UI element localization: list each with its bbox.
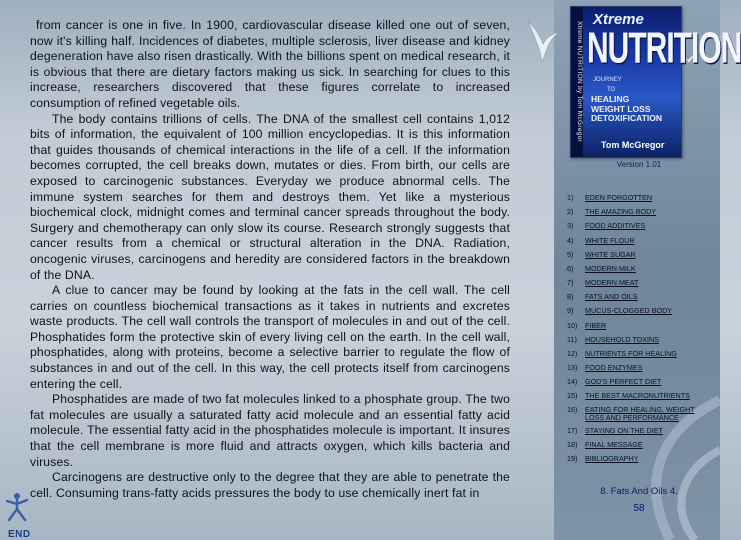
toc-number: 9) [567,306,574,315]
cover-to: TO [607,87,616,93]
toc-item[interactable] [567,440,643,449]
toc-number: 2) [567,207,574,216]
toc-number: 8) [567,292,574,301]
toc-link[interactable]: HOUSEHOLD TOXINS [585,335,660,344]
paragraph: Carcinogens are destructive only to the degree that they are able to penetrate the cell. Consuming trans-fatty acids pressures the body to use chemically inert fat in [30,470,510,500]
toc-number: 19) [567,454,578,463]
toc-item[interactable] [567,236,635,245]
book-cover [570,6,741,158]
toc-link[interactable]: FINAL MESSAGE [585,440,643,449]
toc-link-continued[interactable]: LOSS AND PERFORMANCE [585,413,679,422]
cover-subtitles [591,95,662,124]
toc-item[interactable] [567,292,638,301]
paragraph: The body contains trillions of cells. The DNA of the smallest cell contains 1,012 bits of information, the equivalent of 100 million encyclopedias. It is this information that guides thousands of chemical interactions in the life of a cell. If the information becomes corrupted, the cell breaks down, mutates or dies. From birth, our cells are exposed to carcinogenic substances. Everyday we produce abnormal cells. The immune system searches for them and destroys them. Yet like a mysterious biochemical clock, midnight comes and terminal cancer spreads throughout the body. Surgery and chemotherapy can only slow its course. Research strongly suggests that cancer results from a chemical or structural alteration in the DNA. Radiation, oncogenic viruses, carcinogens and heredity are considered factors in the breakdown of the DNA. [30,111,510,282]
toc-link[interactable]: THE BEST MACRONUTRIENTS [585,391,690,400]
toc-link[interactable]: MODERN MEAT [585,278,639,287]
toc-number: 4) [567,236,574,245]
toc-number: 6) [567,264,574,273]
toc-link[interactable]: FIBER [585,321,607,330]
paragraph: A clue to cancer may be found by looking at the fats in the cell wall. The cell carries on countless biochemical transactions as it takes in nutrients and excretes waste products. The cell wall controls the transport of molecules in and out of the cell. Phosphatides form the protective skin of every living cell on the earth. In the cell wall, phosphatides, along with proteins, become a selective barrier to regulate the flow of substances in and out of the cell. In this way, the cell protects itself from carcinogens entering the cell. [30,283,510,391]
toc-link[interactable]: FOOD ADDITIVES [585,221,646,230]
paragraph: from cancer is one in five. In 1900, cardiovascular disease killed one out of seven, now it's killing half. Incidences of diabetes, multiple sclerosis, liver disease and kidney degeneration have also risen drastically. With the billions spent on medical research, it is obvious that there are dietary factors making us sick. In searching for clues to this increase, researchers discovered that these figures correlate to increased consumption of refined vegetable oils. [30,18,510,110]
toc-item[interactable] [567,193,652,202]
toc-item[interactable] [567,221,645,230]
toc-number: 17) [567,426,578,435]
toc-link[interactable]: STAYING ON THE DIET [585,426,663,435]
version-label: Version 1.01 [616,160,662,169]
toc-item[interactable] [567,454,639,463]
toc-link[interactable]: EATING FOR HEALING, WEIGHT [585,405,695,414]
toc-item[interactable] [567,321,606,330]
toc-number: 1) [567,193,574,202]
toc-number: 15) [567,391,578,400]
cover-sub-healing: HEALING [591,94,630,104]
toc-item[interactable] [567,391,690,400]
toc-number: 14) [567,377,578,386]
cover-sub-detox: DETOXIFICATION [591,113,662,123]
toc-item[interactable] [567,363,643,372]
toc-number: 11) [567,335,577,344]
seagull-icon [526,18,560,64]
toc-number: 13) [567,363,578,372]
section-title: 8. Fats And Oils 4. [600,486,678,497]
toc-link[interactable]: THE AMAZING BODY [585,207,657,216]
toc-number: 12) [567,349,578,358]
toc-link[interactable]: NUTRIENTS FOR HEALING [585,349,677,358]
toc-number: 18) [567,440,578,449]
cover-journey: JOURNEY [593,77,622,83]
toc-link[interactable]: WHITE SUGAR [585,250,636,259]
cover-sub-weight-loss: WEIGHT LOSS [591,103,651,114]
cover-spine-text: Xtreme NUTRITION by Tom McGregor [571,7,583,157]
toc-number: 10) [567,321,578,330]
toc-item[interactable] [567,306,672,315]
toc-item[interactable] [567,426,663,435]
chapter-text [30,18,510,530]
toc-link[interactable]: FATS AND OILS [585,292,638,301]
cover-nutrition: NUTRITION [587,25,741,73]
paragraph: Phosphatides are made of two fat molecules linked to a phosphate group. The two fat molecules are usually a saturated fatty acid molecule and an essential fatty acid molecule. The essential fatty acid in the phosphatides molecule is important. It insures that the cell membrane is more fluid and attracts oxygen, which kills bacteria and viruses. [30,392,510,469]
toc-item[interactable] [567,349,677,358]
toc-link[interactable]: MUCUS-CLOGGED BODY [585,306,673,315]
toc-number: 7) [567,278,574,287]
running-figure-icon[interactable] [4,492,30,522]
toc-link[interactable]: FOOD ENZYMES [585,363,643,372]
toc-item[interactable] [567,250,636,259]
toc-number: 16) [567,405,578,414]
cover-xtreme: Xtreme [593,11,644,28]
toc-item[interactable] [567,278,638,287]
toc-link[interactable]: BIBLIOGRAPHY [585,454,639,463]
toc-item[interactable] [567,377,661,386]
toc-link[interactable]: EDEN FORGOTTEN [585,193,653,202]
toc-item[interactable] [567,207,656,216]
toc-number: 5) [567,250,574,259]
toc-item[interactable] [567,264,636,273]
end-button[interactable]: END [8,529,31,540]
toc-link[interactable]: MODERN MILK [585,264,636,273]
toc-link[interactable]: GOD'S PERFECT DIET [585,377,662,386]
toc-item[interactable] [567,335,659,344]
toc-number: 3) [567,221,574,230]
toc-item[interactable] [567,405,695,422]
cover-author: Tom McGregor [601,140,665,150]
toc-link[interactable]: WHITE FLOUR [585,236,635,245]
page-number: 58 [633,503,645,514]
